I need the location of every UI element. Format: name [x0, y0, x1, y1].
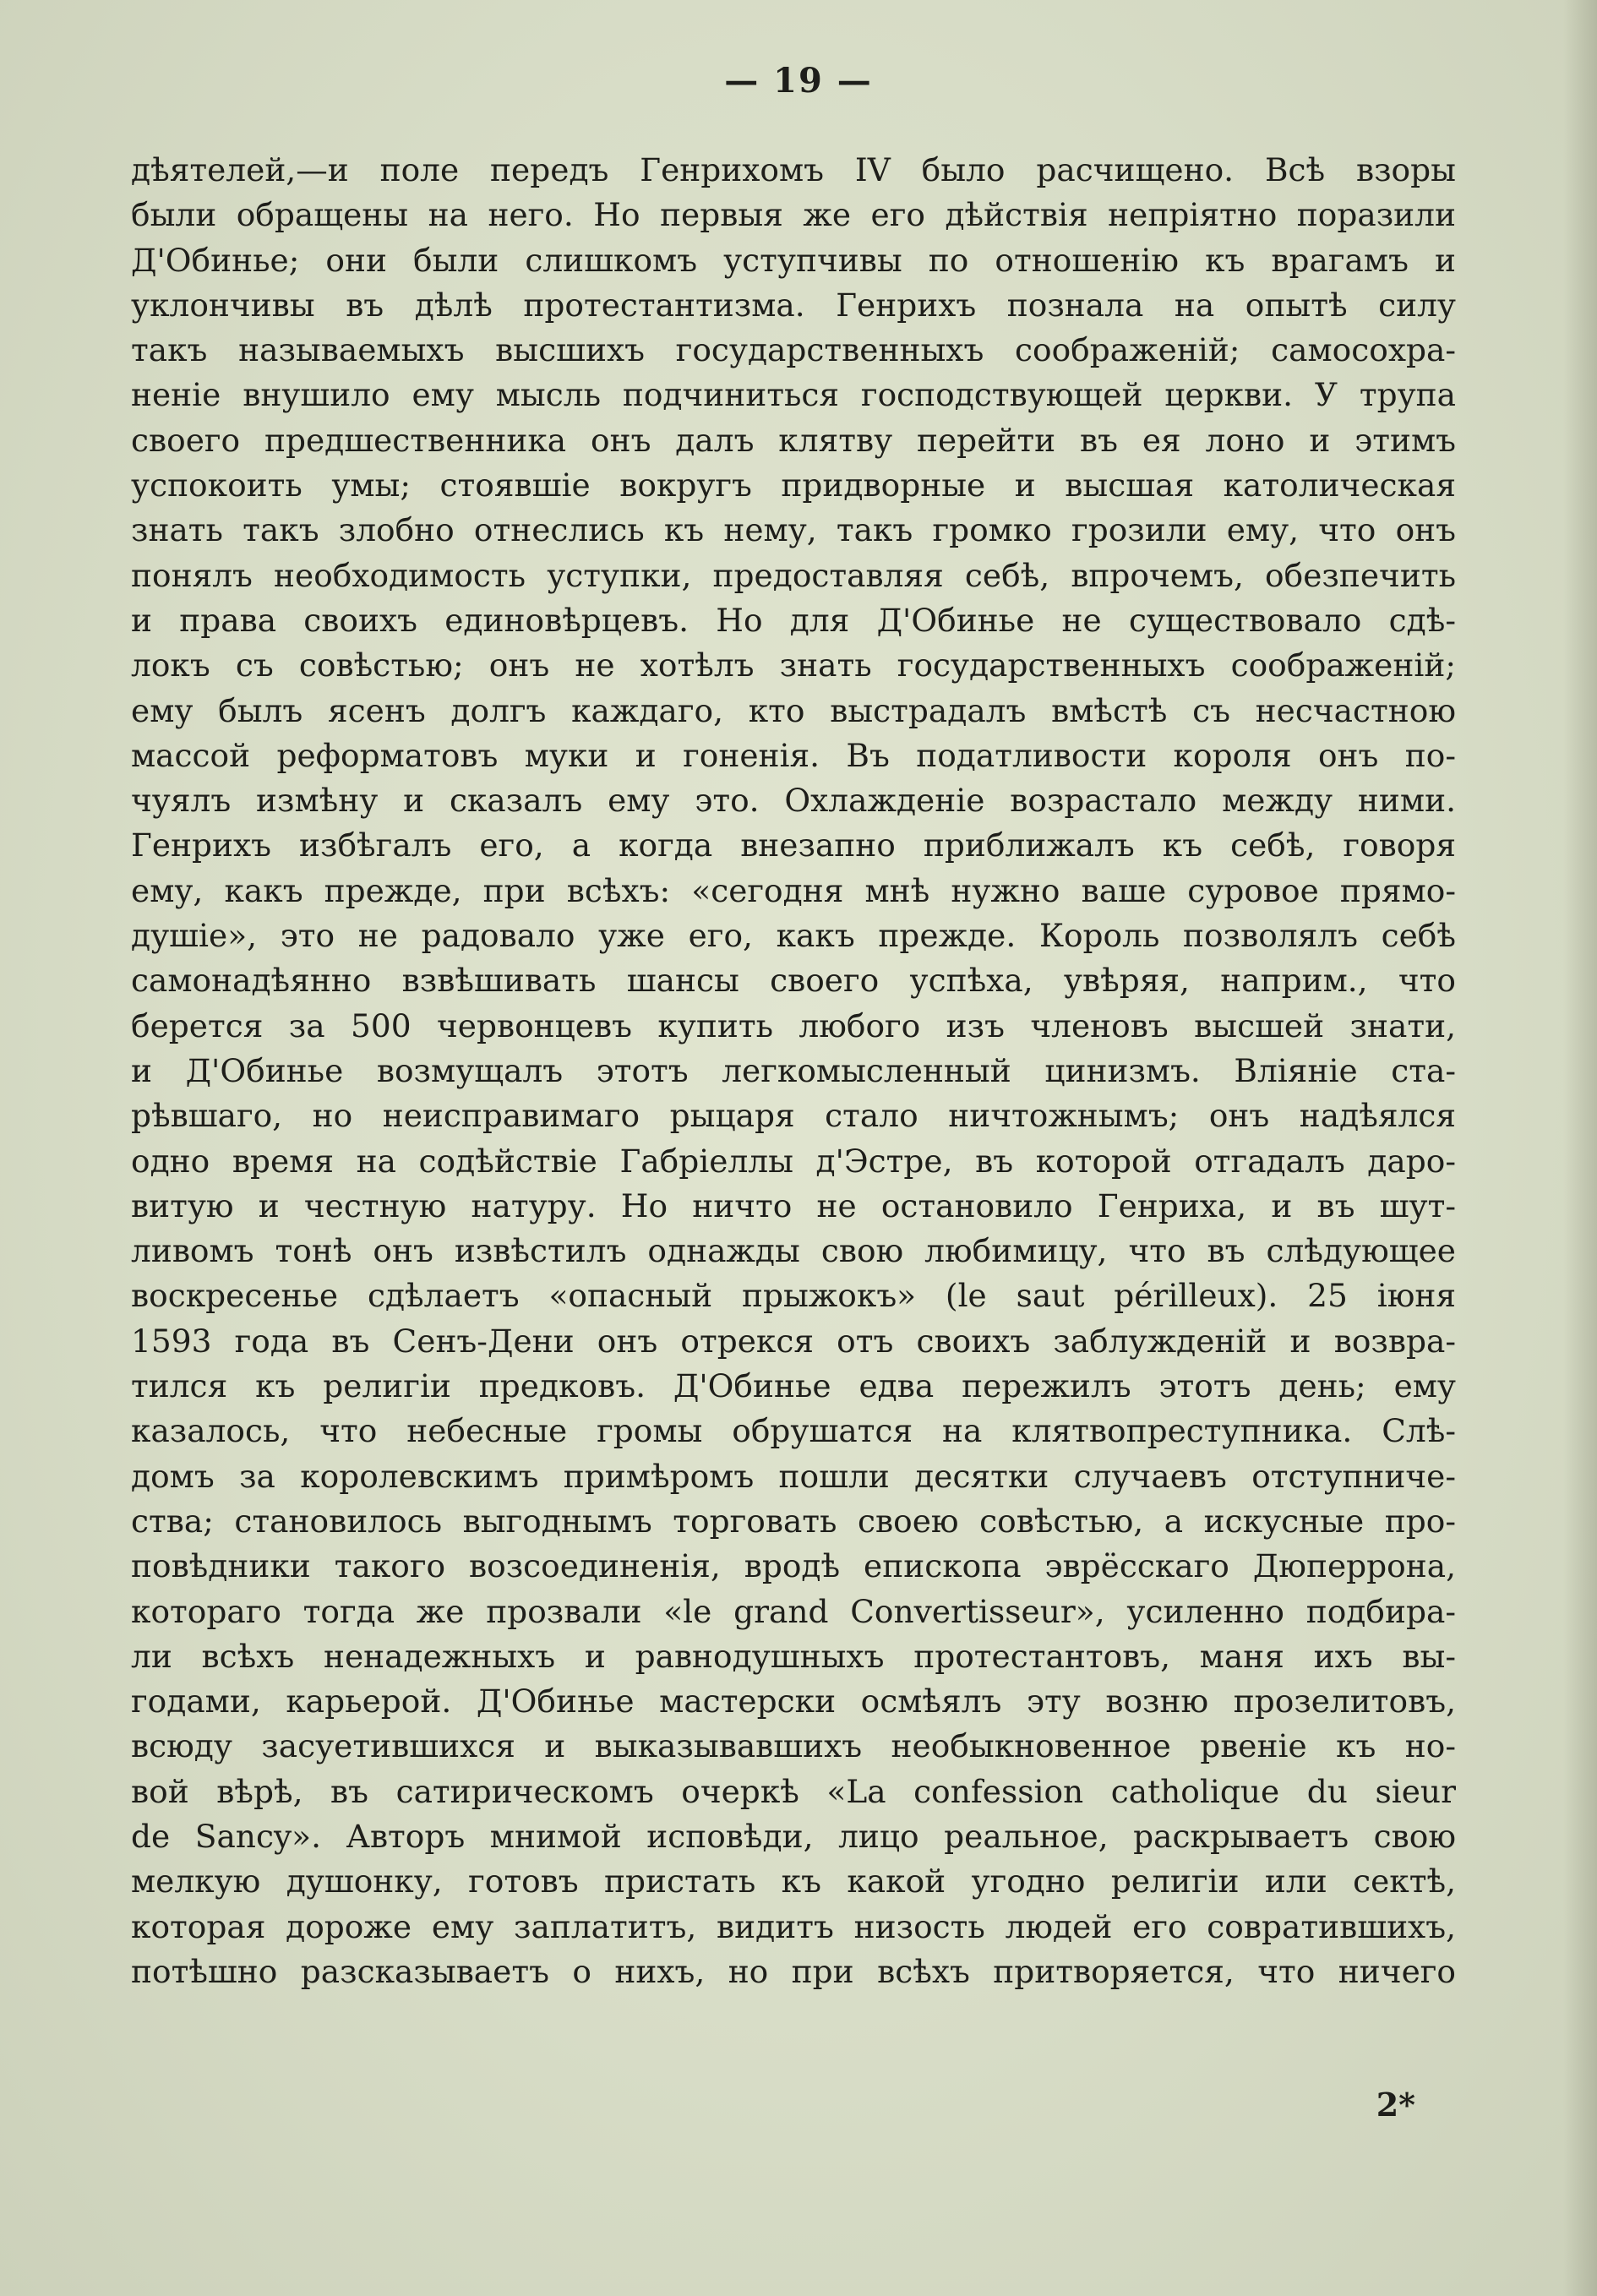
text-line: de Sancy». Авторъ мнимой исповѣди, лицо реальное, раскрываетъ свою — [131, 1817, 1456, 1855]
text-line: рѣвшаго, но неисправимаго рыцаря стало ничтожнымъ; онъ надѣялся — [131, 1097, 1456, 1135]
text-line: вой вѣрѣ, въ сатирическомъ очеркѣ «La confession catholique du sieur — [131, 1772, 1456, 1810]
text-line: чуялъ измѣну и сказалъ ему это. Охлажденіе возрастало между ними. — [131, 782, 1456, 820]
text-line: успокоить умы; стоявшіе вокругъ придворные и высшая католическая — [131, 466, 1456, 504]
page-number: — 19 — — [724, 61, 873, 101]
text-line: годами, карьерой. Д'Обинье мастерски осмѣялъ эту возню прозелитовъ, — [131, 1682, 1456, 1721]
text-line: которая дороже ему заплатитъ, видитъ низость людей его совратившихъ, — [131, 1907, 1456, 1945]
text-line: ливомъ тонѣ онъ извѣстилъ однажды свою любимицу, что въ слѣдующее — [131, 1232, 1456, 1270]
text-line: казалось, что небесные громы обрушатся на клятвопреступника. Слѣ- — [131, 1412, 1456, 1450]
text-line: домъ за королевскимъ примѣромъ пошли десятки случаевъ отступниче- — [131, 1457, 1456, 1495]
text-line: самонадѣянно взвѣшивать шансы своего успѣха, увѣряя, наприм., что — [131, 962, 1456, 1000]
text-line: берется за 500 червонцевъ купить любого изъ членовъ высшей знати, — [131, 1006, 1456, 1044]
text-line: повѣдники такого возсоединенія, вродѣ епископа эврёсскаго Дюперрона, — [131, 1547, 1456, 1585]
text-line: витую и честную натуру. Но ничто не остановило Генриха, и въ шут- — [131, 1186, 1456, 1224]
text-line: своего предшественника онъ далъ клятву перейти въ ея лоно и этимъ — [131, 421, 1456, 459]
text-line: тился къ религіи предковъ. Д'Обинье едва пережилъ этотъ день; ему — [131, 1367, 1456, 1405]
text-line: Д'Обинье; они были слишкомъ уступчивы по отношенію къ врагамъ и — [131, 241, 1456, 279]
text-line: ему былъ ясенъ долгъ каждаго, кто выстрадалъ вмѣстѣ съ несчастною — [131, 691, 1456, 729]
text-line: дѣятелей,—и поле передъ Генрихомъ IV было расчищено. Всѣ взоры — [131, 151, 1456, 188]
text-line: душіе», это не радовало уже его, какъ прежде. Король позволялъ себѣ — [131, 917, 1456, 955]
text-line: неніе внушило ему мысль подчиниться господствующей церкви. У трупа — [131, 376, 1456, 414]
text-line: ли всѣхъ ненадежныхъ и равнодушныхъ протестантовъ, маня ихъ вы- — [131, 1637, 1456, 1675]
text-line: воскресенье сдѣлаетъ «опасный прыжокъ» (le saut périlleux). 25 іюня — [131, 1277, 1456, 1315]
text-line: одно время на содѣйствіе Габріеллы д'Эстре, въ которой отгадалъ даро- — [131, 1142, 1456, 1180]
text-line: 1593 года въ Сенъ-Дени онъ отрекся отъ своихъ заблужденій и возвра- — [131, 1322, 1456, 1360]
text-line: потѣшно разсказываетъ о нихъ, но при всѣхъ притворяется, что ничего — [131, 1952, 1456, 1990]
text-line: всюду засуетившихся и выказывавшихъ необыкновенное рвеніе къ но- — [131, 1727, 1456, 1765]
text-line: понялъ необходимость уступки, предоставляя себѣ, впрочемъ, обезпечить — [131, 556, 1456, 594]
text-line: котораго тогда же прозвали «le grand Convertisseur», усиленно подбира- — [131, 1592, 1456, 1630]
text-line: ства; становилось выгоднымъ торговать своею совѣстью, а искусные про- — [131, 1502, 1456, 1540]
text-line: знать такъ злобно отнеслись къ нему, такъ громко грозили ему, что онъ — [131, 511, 1456, 549]
text-line: такъ называемыхъ высшихъ государственныхъ соображеній; самосохра- — [131, 331, 1456, 369]
text-line: и права своихъ единовѣрцевъ. Но для Д'Обинье не существовало сдѣ- — [131, 601, 1456, 639]
text-line: ему, какъ прежде, при всѣхъ: «сегодня мнѣ нужно ваше суровое прямо- — [131, 871, 1456, 909]
text-line: мелкую душонку, готовъ пристать къ какой угодно религіи или сектѣ, — [131, 1862, 1456, 1901]
body-text — [131, 148, 1456, 1994]
text-line: Генрихъ избѣгалъ его, а когда внезапно приближалъ къ себѣ, говоря — [131, 826, 1456, 864]
text-line: и Д'Обинье возмущалъ этотъ легкомысленный цинизмъ. Вліяніе ста- — [131, 1051, 1456, 1089]
signature-mark: 2* — [1376, 2086, 1415, 2124]
text-line: уклончивы въ дѣлѣ протестантизма. Генрихъ познала на опытѣ силу — [131, 286, 1456, 324]
text-line: локъ съ совѣстью; онъ не хотѣлъ знать государственныхъ соображеній; — [131, 646, 1456, 684]
text-line: были обращены на него. Но первыя же его дѣйствія непріятно поразили — [131, 196, 1456, 234]
text-line: массой реформатовъ муки и гоненія. Въ податливости короля онъ по- — [131, 736, 1456, 774]
